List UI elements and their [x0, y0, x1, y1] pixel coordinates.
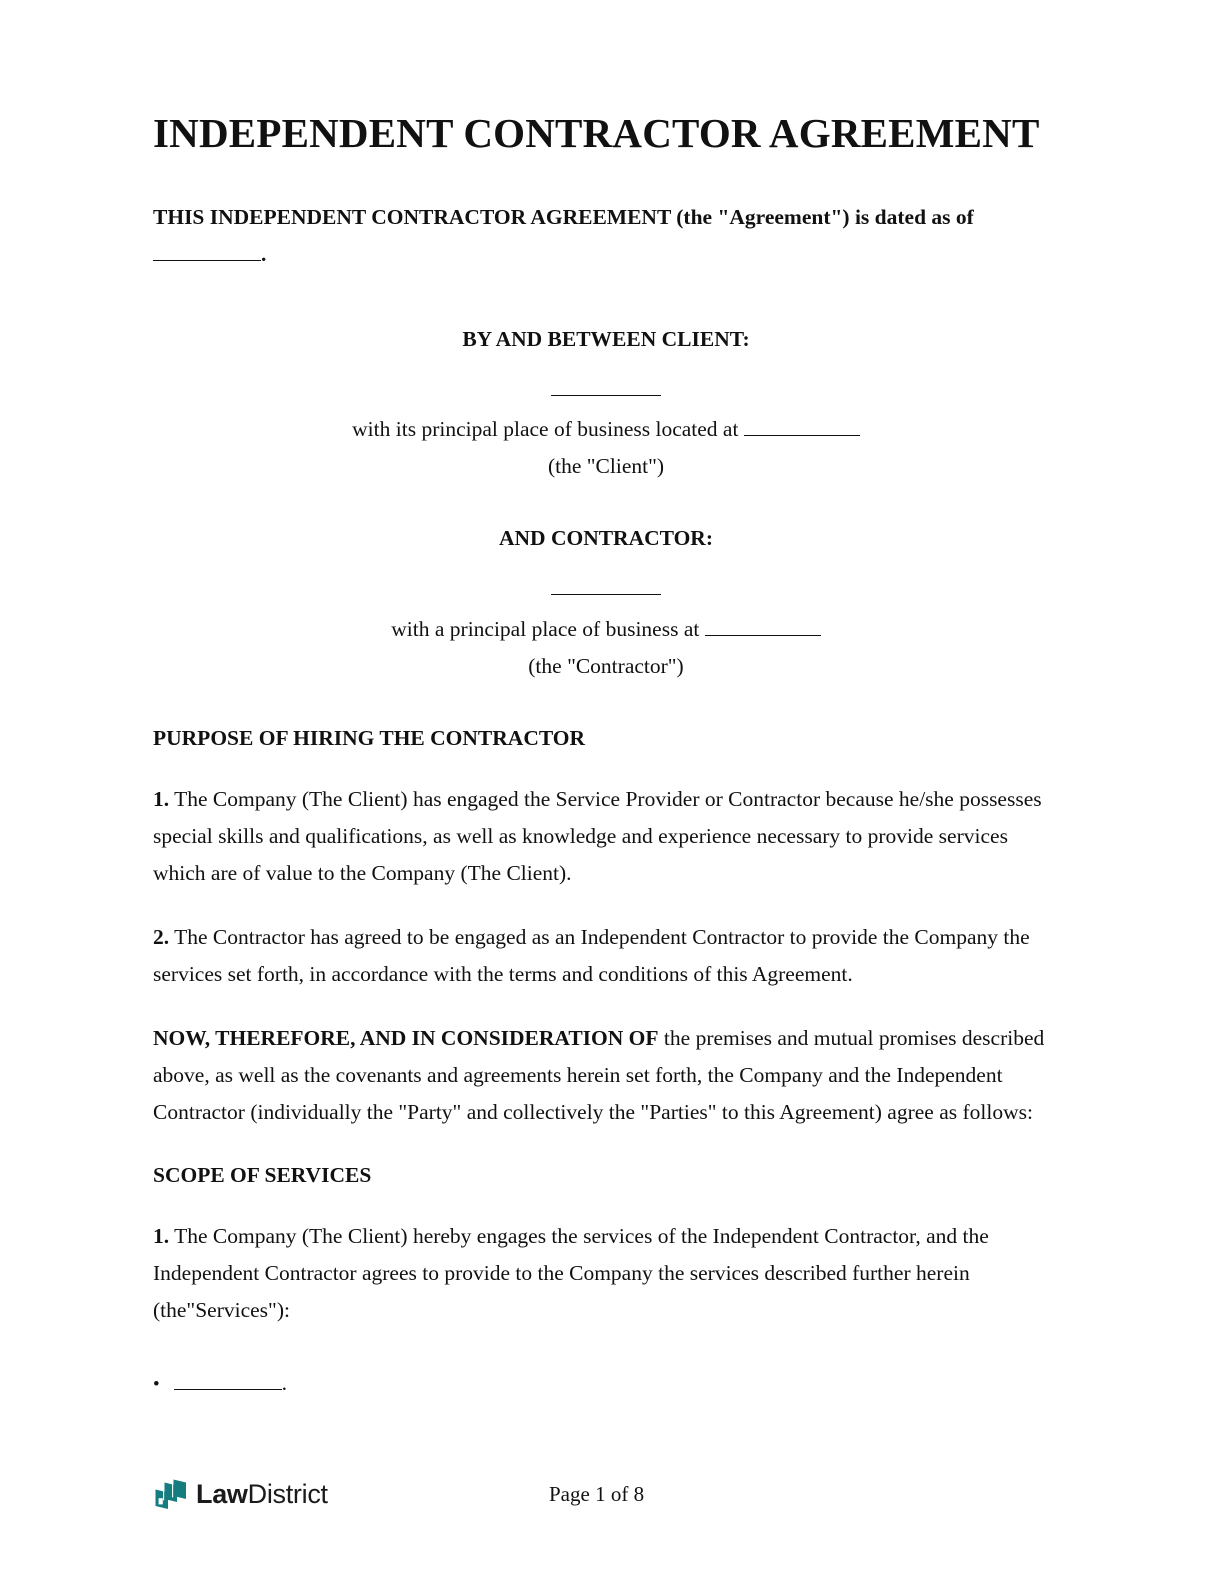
contractor-name-blank[interactable] [551, 593, 661, 595]
section-heading-scope: SCOPE OF SERVICES [153, 1162, 372, 1187]
scope-item-1-text: The Company (The Client) hereby engages the services of the Independent Contractor, and the Independent Contractor agrees to provide to the Company the services described further herein (the"Services"): [153, 1224, 989, 1323]
purpose-item-1 [153, 781, 1059, 892]
contractor-address-prefix: with a principal place of business at [391, 616, 700, 641]
page-footer [153, 1478, 1071, 1518]
scope-item-1-number: 1. [153, 1224, 170, 1249]
scope-service-entry [174, 1366, 287, 1400]
purpose-item-1-text: The Company (The Client) has engaged the Service Provider or Contractor because he/she possesses special skills and qualifications, as well as knowledge and experience necessary to provide services which are of value to the Company (The Client). [153, 787, 1042, 885]
agreement-date-paragraph [153, 199, 1059, 273]
purpose-item-1-number: 1. [153, 787, 170, 812]
scope-item-1 [153, 1218, 1059, 1329]
client-address-blank[interactable] [744, 415, 860, 436]
bullet-icon: • [153, 1374, 160, 1396]
page-number: Page 1 of 8 [549, 1482, 645, 1506]
client-name-blank[interactable] [551, 394, 661, 396]
contractor-name-blank-line [153, 574, 1059, 611]
logo-brand-light: District [247, 1478, 328, 1509]
client-address-prefix: with its principal place of business located at [352, 417, 739, 442]
consideration-paragraph [153, 1020, 1059, 1131]
client-name-blank-line [153, 374, 1059, 411]
page-title: INDEPENDENT CONTRACTOR AGREEMENT [153, 110, 1040, 156]
client-party-block [153, 322, 1059, 485]
scope-services-bullet [153, 1366, 1059, 1400]
purpose-item-2-number: 2. [153, 924, 170, 949]
agreement-date-blank[interactable] [153, 240, 261, 261]
consideration-lead: NOW, THEREFORE, AND IN CONSIDERATION OF [153, 1025, 659, 1050]
lawdistrict-books-logo-icon [153, 1478, 187, 1510]
contractor-party-label: (the "Contractor") [528, 653, 684, 678]
document-body [153, 110, 1059, 1401]
purpose-item-2-text: The Contractor has agreed to be engaged as an Independent Contractor to provide the Company the services set forth, in accordance with the terms and conditions of this Agreement. [153, 924, 1030, 986]
purpose-item-2 [153, 919, 1059, 993]
scope-service-blank[interactable] [174, 1369, 282, 1390]
contractor-address-blank[interactable] [705, 614, 821, 635]
agreement-date-trailing: . [261, 242, 267, 267]
lawdistrict-wordmark [196, 1479, 328, 1510]
section-heading-purpose: PURPOSE OF HIRING THE CONTRACTOR [153, 725, 586, 750]
contractor-block-heading: AND CONTRACTOR: [498, 526, 713, 551]
agreement-date-lead: THIS INDEPENDENT CONTRACTOR AGREEMENT (the "Agreement") is dated as of [153, 205, 974, 230]
contractor-party-block [153, 521, 1059, 684]
client-address-line [153, 411, 1059, 448]
scope-service-trailing: . [281, 1371, 288, 1396]
lawdistrict-logo[interactable] [153, 1478, 328, 1510]
contractor-address-line [153, 611, 1059, 648]
client-party-label: (the "Client") [547, 454, 665, 479]
consideration-text: the premises and mutual promises described above, as well as the covenants and agreements herein set forth, the Company and the Independent Contractor (individually the "Party" and collectively the "Parties" to this Agreement) agree as follows: [153, 1025, 1045, 1124]
client-block-heading: BY AND BETWEEN CLIENT: [462, 327, 750, 352]
logo-brand-bold: Law [196, 1478, 248, 1509]
